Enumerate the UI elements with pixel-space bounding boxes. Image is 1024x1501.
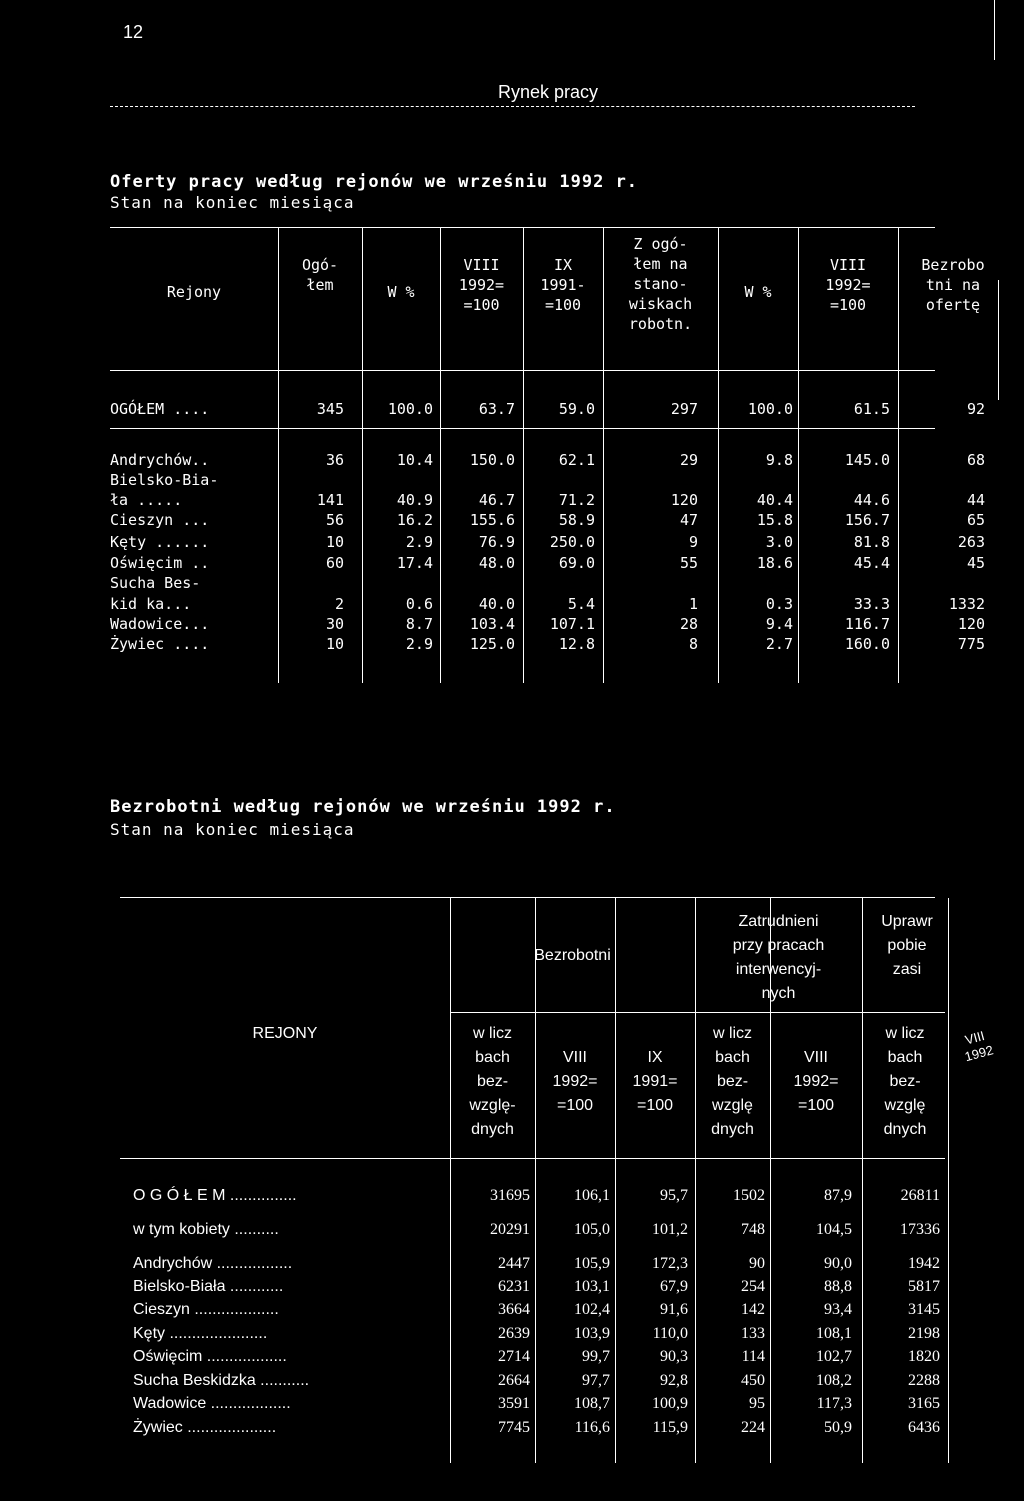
table2-margin-note: VIII 1992 xyxy=(963,1028,995,1065)
table1-cell: 40.0 xyxy=(478,595,515,613)
table2-row-label: Andrychów ................. xyxy=(133,1255,293,1272)
table2-row-label: Kęty ...................... xyxy=(133,1325,268,1342)
table2-cell: 3664 xyxy=(498,1301,530,1318)
header-rule xyxy=(110,106,915,107)
table2-cell: 67,9 xyxy=(660,1278,688,1295)
table1-cell: 45.4 xyxy=(853,554,890,572)
table1-cell: 33.3 xyxy=(853,595,890,613)
table1-cell: 29 xyxy=(679,451,698,469)
table2-cell: 2639 xyxy=(498,1325,530,1342)
table2-cell: 102,7 xyxy=(816,1348,852,1365)
table2-cell: 2288 xyxy=(908,1372,940,1389)
table1-cell: 61.5 xyxy=(853,400,890,418)
table2-cell: 91,6 xyxy=(660,1301,688,1318)
table2-row-label: Wadowice .................. xyxy=(133,1395,291,1412)
table1-cell: 68 xyxy=(966,451,985,469)
table1-cell: 8 xyxy=(688,635,698,653)
table2-subheader: w licz bach bez- wzglę dnych xyxy=(711,1025,754,1138)
table1-cell: 160.0 xyxy=(844,635,890,653)
table1-cell: 9 xyxy=(688,533,698,551)
table2-cell: 92,8 xyxy=(660,1372,688,1389)
table1-row-label: Wadowice... xyxy=(110,615,210,633)
table1-cell: 47 xyxy=(679,511,698,529)
table1-header: IX 1991- =100 xyxy=(540,256,586,314)
table1-row-label: Bielsko-Bia- xyxy=(110,471,219,489)
table2-cell: 1820 xyxy=(908,1348,940,1365)
page-edge-line xyxy=(994,0,995,60)
table2-cell: 104,5 xyxy=(816,1221,852,1238)
table2-cell: 20291 xyxy=(490,1221,530,1238)
table2-cell: 7745 xyxy=(498,1419,530,1436)
table2-cell: 110,0 xyxy=(652,1325,688,1342)
table2-group-header: Uprawr pobie zasi xyxy=(881,913,933,978)
table1-row-label: Kęty ...... xyxy=(110,533,210,551)
table1-row-label: OGÓŁEM .... xyxy=(110,400,210,418)
table1-cell: 1332 xyxy=(948,595,985,613)
table2-cell: 108,2 xyxy=(816,1372,852,1389)
table2-cell: 254 xyxy=(741,1278,765,1295)
table2-top-rule xyxy=(120,897,935,898)
table1-cell: 56 xyxy=(325,511,344,529)
table2-cell: 5817 xyxy=(908,1278,940,1295)
table2-cell: 97,7 xyxy=(582,1372,610,1389)
table2-cell: 1502 xyxy=(733,1187,765,1204)
table1-cell: 69.0 xyxy=(558,554,595,572)
table2-cell: 3165 xyxy=(908,1395,940,1412)
table1-cell: 2.9 xyxy=(405,635,433,653)
table1-cell: 2 xyxy=(334,595,344,613)
table2-cell: 1942 xyxy=(908,1255,940,1272)
table2-cell: 2198 xyxy=(908,1325,940,1342)
table1-cell: 10 xyxy=(325,635,344,653)
table2-subtitle: Stan na koniec miesiąca xyxy=(110,820,355,839)
table1-cell: 58.9 xyxy=(558,511,595,529)
table2-cell: 133 xyxy=(741,1325,765,1342)
table1-cell: 345 xyxy=(316,400,344,418)
table2-cell: 142 xyxy=(741,1301,765,1318)
table2-cell: 114 xyxy=(741,1348,765,1365)
table2-subheader: w licz bach bez- wzglę dnych xyxy=(883,1025,927,1138)
table1-cell: 145.0 xyxy=(844,451,890,469)
table2-cell: 50,9 xyxy=(824,1419,852,1436)
table2-row-label: Żywiec .................... xyxy=(133,1419,277,1436)
table2-cell: 105,9 xyxy=(574,1255,610,1272)
table1-cell: 71.2 xyxy=(558,491,595,509)
table1-cell: 2.9 xyxy=(405,533,433,551)
table2-subheader: IX 1991= =100 xyxy=(632,1049,678,1114)
table2-cell: 6231 xyxy=(498,1278,530,1295)
table1-row-label: Oświęcim .. xyxy=(110,554,210,572)
table1-cell: 107.1 xyxy=(549,615,595,633)
table1-header: Rejony xyxy=(166,283,222,301)
table1-cell: 5.4 xyxy=(567,595,595,613)
table1-subtitle: Stan na koniec miesiąca xyxy=(110,193,355,212)
table2-cell: 108,7 xyxy=(574,1395,610,1412)
table1-cell: 10 xyxy=(325,533,344,551)
table2-mid-rule xyxy=(450,1012,945,1013)
table1-cell: 141 xyxy=(316,491,344,509)
table1-cell: 40.9 xyxy=(396,491,433,509)
table1-cell: 44.6 xyxy=(853,491,890,509)
table2-title: Bezrobotni według rejonów we wrześniu 1992 r. xyxy=(110,797,616,817)
table1-cell: 81.8 xyxy=(853,533,890,551)
table2-cell: 17336 xyxy=(900,1221,940,1238)
table1-cell: 0.6 xyxy=(405,595,433,613)
table1-cell: 62.1 xyxy=(558,451,595,469)
table1-header: VIII 1992= =100 xyxy=(825,256,871,314)
table2-col-sep xyxy=(948,898,949,1463)
table2-cell: 3591 xyxy=(498,1395,530,1412)
table2-cell: 6436 xyxy=(908,1419,940,1436)
table1-cell: 116.7 xyxy=(844,615,890,633)
table2-cell: 99,7 xyxy=(582,1348,610,1365)
table1-cell: 2.7 xyxy=(765,635,793,653)
table2-cell: 105,0 xyxy=(574,1221,610,1238)
table2-cell: 90,0 xyxy=(824,1255,852,1272)
table1-cell: 44 xyxy=(966,491,985,509)
table1-cell: 55 xyxy=(679,554,698,572)
table1-cell: 155.6 xyxy=(469,511,515,529)
running-head: Rynek pracy xyxy=(498,82,599,102)
table2-cell: 106,1 xyxy=(574,1187,610,1204)
table1-row-label: Cieszyn ... xyxy=(110,511,210,529)
table2-cell: 95,7 xyxy=(660,1187,688,1204)
table1-cell: 156.7 xyxy=(844,511,890,529)
table1-header: VIII 1992= =100 xyxy=(458,256,505,314)
table2-subheader: VIII 1992= =100 xyxy=(793,1049,839,1114)
table2-row-label: O G Ó Ł E M ............... xyxy=(133,1187,297,1204)
table1-cell: 92 xyxy=(966,400,985,418)
table1-cell: 103.4 xyxy=(469,615,515,633)
table2-cell: 88,8 xyxy=(824,1278,852,1295)
table2-header-rule xyxy=(120,1158,945,1159)
table1-cell: 1 xyxy=(688,595,698,613)
table2-group-header: Zatrudnieni przy pracach interwencyj- nych xyxy=(732,913,825,1002)
table1-cell: 3.0 xyxy=(765,533,793,551)
table2-cell: 95 xyxy=(749,1395,765,1412)
table1-cell: 76.9 xyxy=(478,533,515,551)
table2-cell: 450 xyxy=(741,1372,765,1389)
table1-cell: 8.7 xyxy=(405,615,433,633)
table1-header: W % xyxy=(387,283,415,301)
table1-cell: 263 xyxy=(957,533,985,551)
table1-cell: 28 xyxy=(679,615,698,633)
table2-row-label: Sucha Beskidzka ........... xyxy=(133,1372,310,1389)
table1-cell: 120 xyxy=(670,491,698,509)
table1-cell: 45 xyxy=(966,554,985,572)
table1-cell: 297 xyxy=(670,400,698,418)
table2-cell: 224 xyxy=(741,1419,765,1436)
table1-row-label: kid ka... xyxy=(110,595,192,613)
table2-cell: 103,9 xyxy=(574,1325,610,1342)
table2-row-label: Oświęcim .................. xyxy=(133,1348,287,1365)
table2-cell: 108,1 xyxy=(816,1325,852,1342)
table2-subheader: w licz bach bez- wzglę- dnych xyxy=(469,1025,516,1138)
table2-cell: 116,6 xyxy=(574,1419,610,1436)
table2-cell: 93,4 xyxy=(824,1301,852,1318)
table1-cell: 30 xyxy=(325,615,344,633)
table2-cell: 100,9 xyxy=(652,1395,688,1412)
table1-cell: 775 xyxy=(957,635,985,653)
table2-cell: 117,3 xyxy=(816,1395,852,1412)
table1-cell: 15.8 xyxy=(756,511,793,529)
table2-cell: 103,1 xyxy=(574,1278,610,1295)
table1-title: Oferty pracy według rejonów we wrześniu 1992 r. xyxy=(110,172,639,192)
table2-rejony-header: REJONY xyxy=(252,1025,318,1042)
table1-cell: 120 xyxy=(957,615,985,633)
table2-cell: 90 xyxy=(749,1255,765,1272)
table2-cell: 115,9 xyxy=(652,1419,688,1436)
table1-cell: 60 xyxy=(325,554,344,572)
table2-row-label: Bielsko-Biała ............ xyxy=(133,1278,284,1295)
table2-cell: 2447 xyxy=(498,1255,530,1272)
table2-cell: 31695 xyxy=(490,1187,530,1204)
table1-cell: 36 xyxy=(325,451,344,469)
table1-row-label: Żywiec .... xyxy=(110,635,210,653)
table2-row-label: Cieszyn ................... xyxy=(133,1301,279,1318)
table1-row-label: Sucha Bes- xyxy=(110,574,201,592)
table1-header: Z ogó- łem na stano- wiskach robotn. xyxy=(628,235,693,333)
table1-cell: 16.2 xyxy=(396,511,433,529)
table1-row-label: Andrychów.. xyxy=(110,451,210,469)
table2-cell: 101,2 xyxy=(652,1221,688,1238)
table1-cell: 9.4 xyxy=(765,615,793,633)
table1-cell: 10.4 xyxy=(396,451,433,469)
table1-cell: 12.8 xyxy=(558,635,595,653)
table1-header: Ogó- łem xyxy=(301,256,339,294)
table1-cell: 150.0 xyxy=(469,451,515,469)
table2-cell: 102,4 xyxy=(574,1301,610,1318)
page-number: 12 xyxy=(123,22,144,42)
table2-cell: 87,9 xyxy=(824,1187,852,1204)
table2-row-label: w tym kobiety .......... xyxy=(133,1221,279,1238)
table1-cell: 250.0 xyxy=(549,533,595,551)
table1-row-label: ła ..... xyxy=(110,491,183,509)
table2-cell: 2664 xyxy=(498,1372,530,1389)
table1-cell: 125.0 xyxy=(469,635,515,653)
table1-cell: 18.6 xyxy=(756,554,793,572)
table2-cell: 748 xyxy=(741,1221,765,1238)
table2-cell: 90,3 xyxy=(660,1348,688,1365)
table1-cell: 9.8 xyxy=(765,451,793,469)
table1-header: W % xyxy=(744,283,772,301)
table1-cell: 46.7 xyxy=(478,491,515,509)
table1-cell: 65 xyxy=(966,511,985,529)
table1-cell: 48.0 xyxy=(478,554,515,572)
table2-cell: 3145 xyxy=(908,1301,940,1318)
table2-group-header: Bezrobotni xyxy=(534,947,611,964)
table1-cell: 100.0 xyxy=(747,400,793,418)
table1-cell: 40.4 xyxy=(756,491,793,509)
table1-cell: 0.3 xyxy=(765,595,793,613)
table1-header: Bezrobo tni na ofertę xyxy=(921,256,985,314)
table2-cell: 2714 xyxy=(498,1348,530,1365)
table1-cell: 100.0 xyxy=(387,400,433,418)
table1-cell: 59.0 xyxy=(558,400,595,418)
table2-subheader: VIII 1992= =100 xyxy=(552,1049,598,1114)
table1-cell: 17.4 xyxy=(396,554,433,572)
table2-cell: 172,3 xyxy=(652,1255,688,1272)
table1-cell: 63.7 xyxy=(478,400,515,418)
table2-cell: 26811 xyxy=(900,1187,940,1204)
